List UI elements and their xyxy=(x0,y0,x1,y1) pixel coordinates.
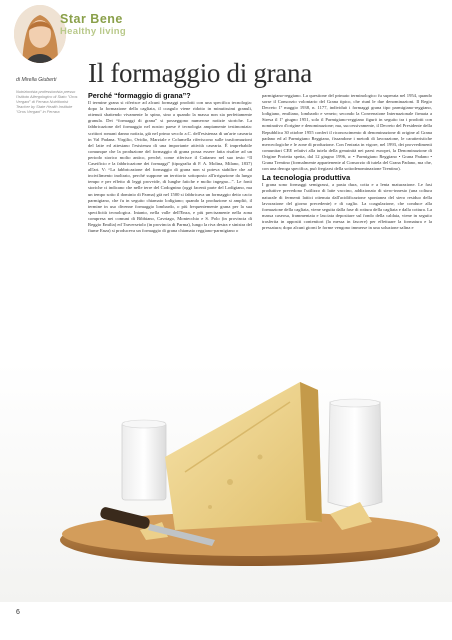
article-column-right xyxy=(262,93,432,231)
brand xyxy=(60,12,126,37)
article-title: Il formaggio di grana xyxy=(88,58,312,88)
section-heading: La tecnologia produttiva xyxy=(262,173,351,183)
page-number: 6 xyxy=(16,609,20,616)
brand-title: Star Bene xyxy=(60,12,123,26)
milk-glass-icon xyxy=(122,420,166,500)
author-name: di Mirella Giuberti xyxy=(16,77,57,83)
milk-jug-icon xyxy=(328,399,382,507)
article-column-left xyxy=(88,93,252,234)
header xyxy=(0,0,452,62)
author-info xyxy=(16,77,82,114)
body-text: Il termine grana si riferisce ad alcuni formaggi prodotti con una specifica tecnologia: dopo la formazione della cagliata, il coagulo viene ridotto in minutissimi granuli, ottenuti sbattendo vivamente lo spino, sino a quando la massa non sia perfettamente granula. Dei “formaggi di grana” si posseggono numerose notizie storiche. La fabbricazione del formaggio nel nostro paese è tecnologia ampiamente testimoniata: scrittori romani danno notizia, già nel primo secolo a.C. dell'esistenza di un'arte casearia in Val Padana. Virgilio, Ovidio, Marziale e Columella riferiscono sulle trasformazioni del latte ed attestano l'esistenza di una importante attività casearia. È imprebabile comunque che la produzione del formaggio di grana possa essere fatta risalire ad un periodo storico molto antico, perché, come riferisce il Cattaneo nel suo testo “Il Caseificio e la fabbricazione dei formaggi” (tipografia di F. A. Molina, Milano, 1837) all'art. V: “La fabbricazione del formaggio di grana non si poteva stabilire che ad incivilimento inoltrato, perché suppone un territorio sottoposto all'irrigazione da lungo tempo e per effetto di leggi provvide, di lunghe fatiche e molto ingegno...”. Le fonti storiche ci indicano che nelle terre del Codognino (oggi facenti parte del Lodigiano, ma un tempo sotto il dominio di Parma) già nel 1500 si fabbricava un formaggio detto cacio parmigiano, che fu in seguito chiamato lodigiano; quando la produzione si ampliò, il termine in uso divenne formaggio lombardo, o più frequentemente grana per la sua specificità tecnologica. Intanto, nella valle dell'Enza, e più precisamente nella zona compresa nei comuni di Bibbiano, Cavriago, Montecchio e S. Polo (in provincia di Reggio Emilia) ed Traversetolo (in provincia di Parma), lungo la riva destra e sinistra del fiume Enza) si produceva un formaggio di grana chiamato reggiano-parmigiano o xyxy=(88,100,252,234)
author-photo xyxy=(14,5,66,63)
brand-subtitle: Healthy living xyxy=(60,26,126,37)
body-text: I grana sono formaggi semigrassi, a pasta dura, cotta e a lenta maturazione. Le fasi produttive prevedono l'utilizzo di latte vaccino, addizionato di siero-innesto (una coltura naturale di fermenti lattici ottenuta dall'acidificazione spontanea del siero residuo della lavorazione del giorno precedente) e di caglio. La coagulazione, che conduce alla formazione della cagliata, viene seguita dalla fase di rottura della cagliata e dalla cottura. La massa caseosa, frammentata e lasciata depositare sul fondo della caldaia, viene in seguito trasferita in appositi contenitori (la messa in fascere) per effettuare la formatura e la pressatura; dopo alcuni giorni le forme vengono immerse in una soluzione salina e xyxy=(262,182,432,230)
body-text: parmigiano-reggiano. La questione del primato terminologico fu superata nel 1954, quando sorse il Consorzio volontario del Grana tipico, che riunì le due denominazioni. Il Regio Decreto 1º maggio 1938, n. 1177, individuò i formaggi grana tipo parmigiano-reggiano, lodigiano, emiliano, lombardo e veneto; secondo la Convenzione Internazionale firmata a Stresa il 1º giugno 1951, solo il Parmigiano-reggiano figurò in seguito tra i prodotti con nominativo d'origine e denominazione; ma, successivamente, il Decreto del Presidente della Repubblica 30 ottobre 1955 conferì il riconoscimento di denominazione di origine al Grana padano ed al Parmigiano Reggiano, fissandone i metodi di lavorazione, le caratteristiche merceologiche e le zone di produzione. Con l'entrata in vigore, nel 1993, dei provvedimenti comunitari CEE relativi alla tutela della genuinità nei paesi europei, la Denominazione di Origine Protetta spetta, dal 12 giugno 1996, a: • Parmigiano Reggiano • Grana Padano • Grana Trentino (formalmente appartenente al Consorzio di tutela del Grana Padano, ma che, con una deroga specifica, può fregiarsi della sottodenominazione Trentino). xyxy=(262,93,432,172)
section-heading: Perché “formaggio di grana”? xyxy=(88,91,191,100)
author-bio: Nutrizionista professionista presso l'Istituto Allergologico di Stato "Oros Vergani" di Ferrara Nutritionist Teacher by State Health Institute "Oros Vergani" in Ferrara xyxy=(16,89,78,114)
cheese-and-milk-photo xyxy=(0,362,452,602)
